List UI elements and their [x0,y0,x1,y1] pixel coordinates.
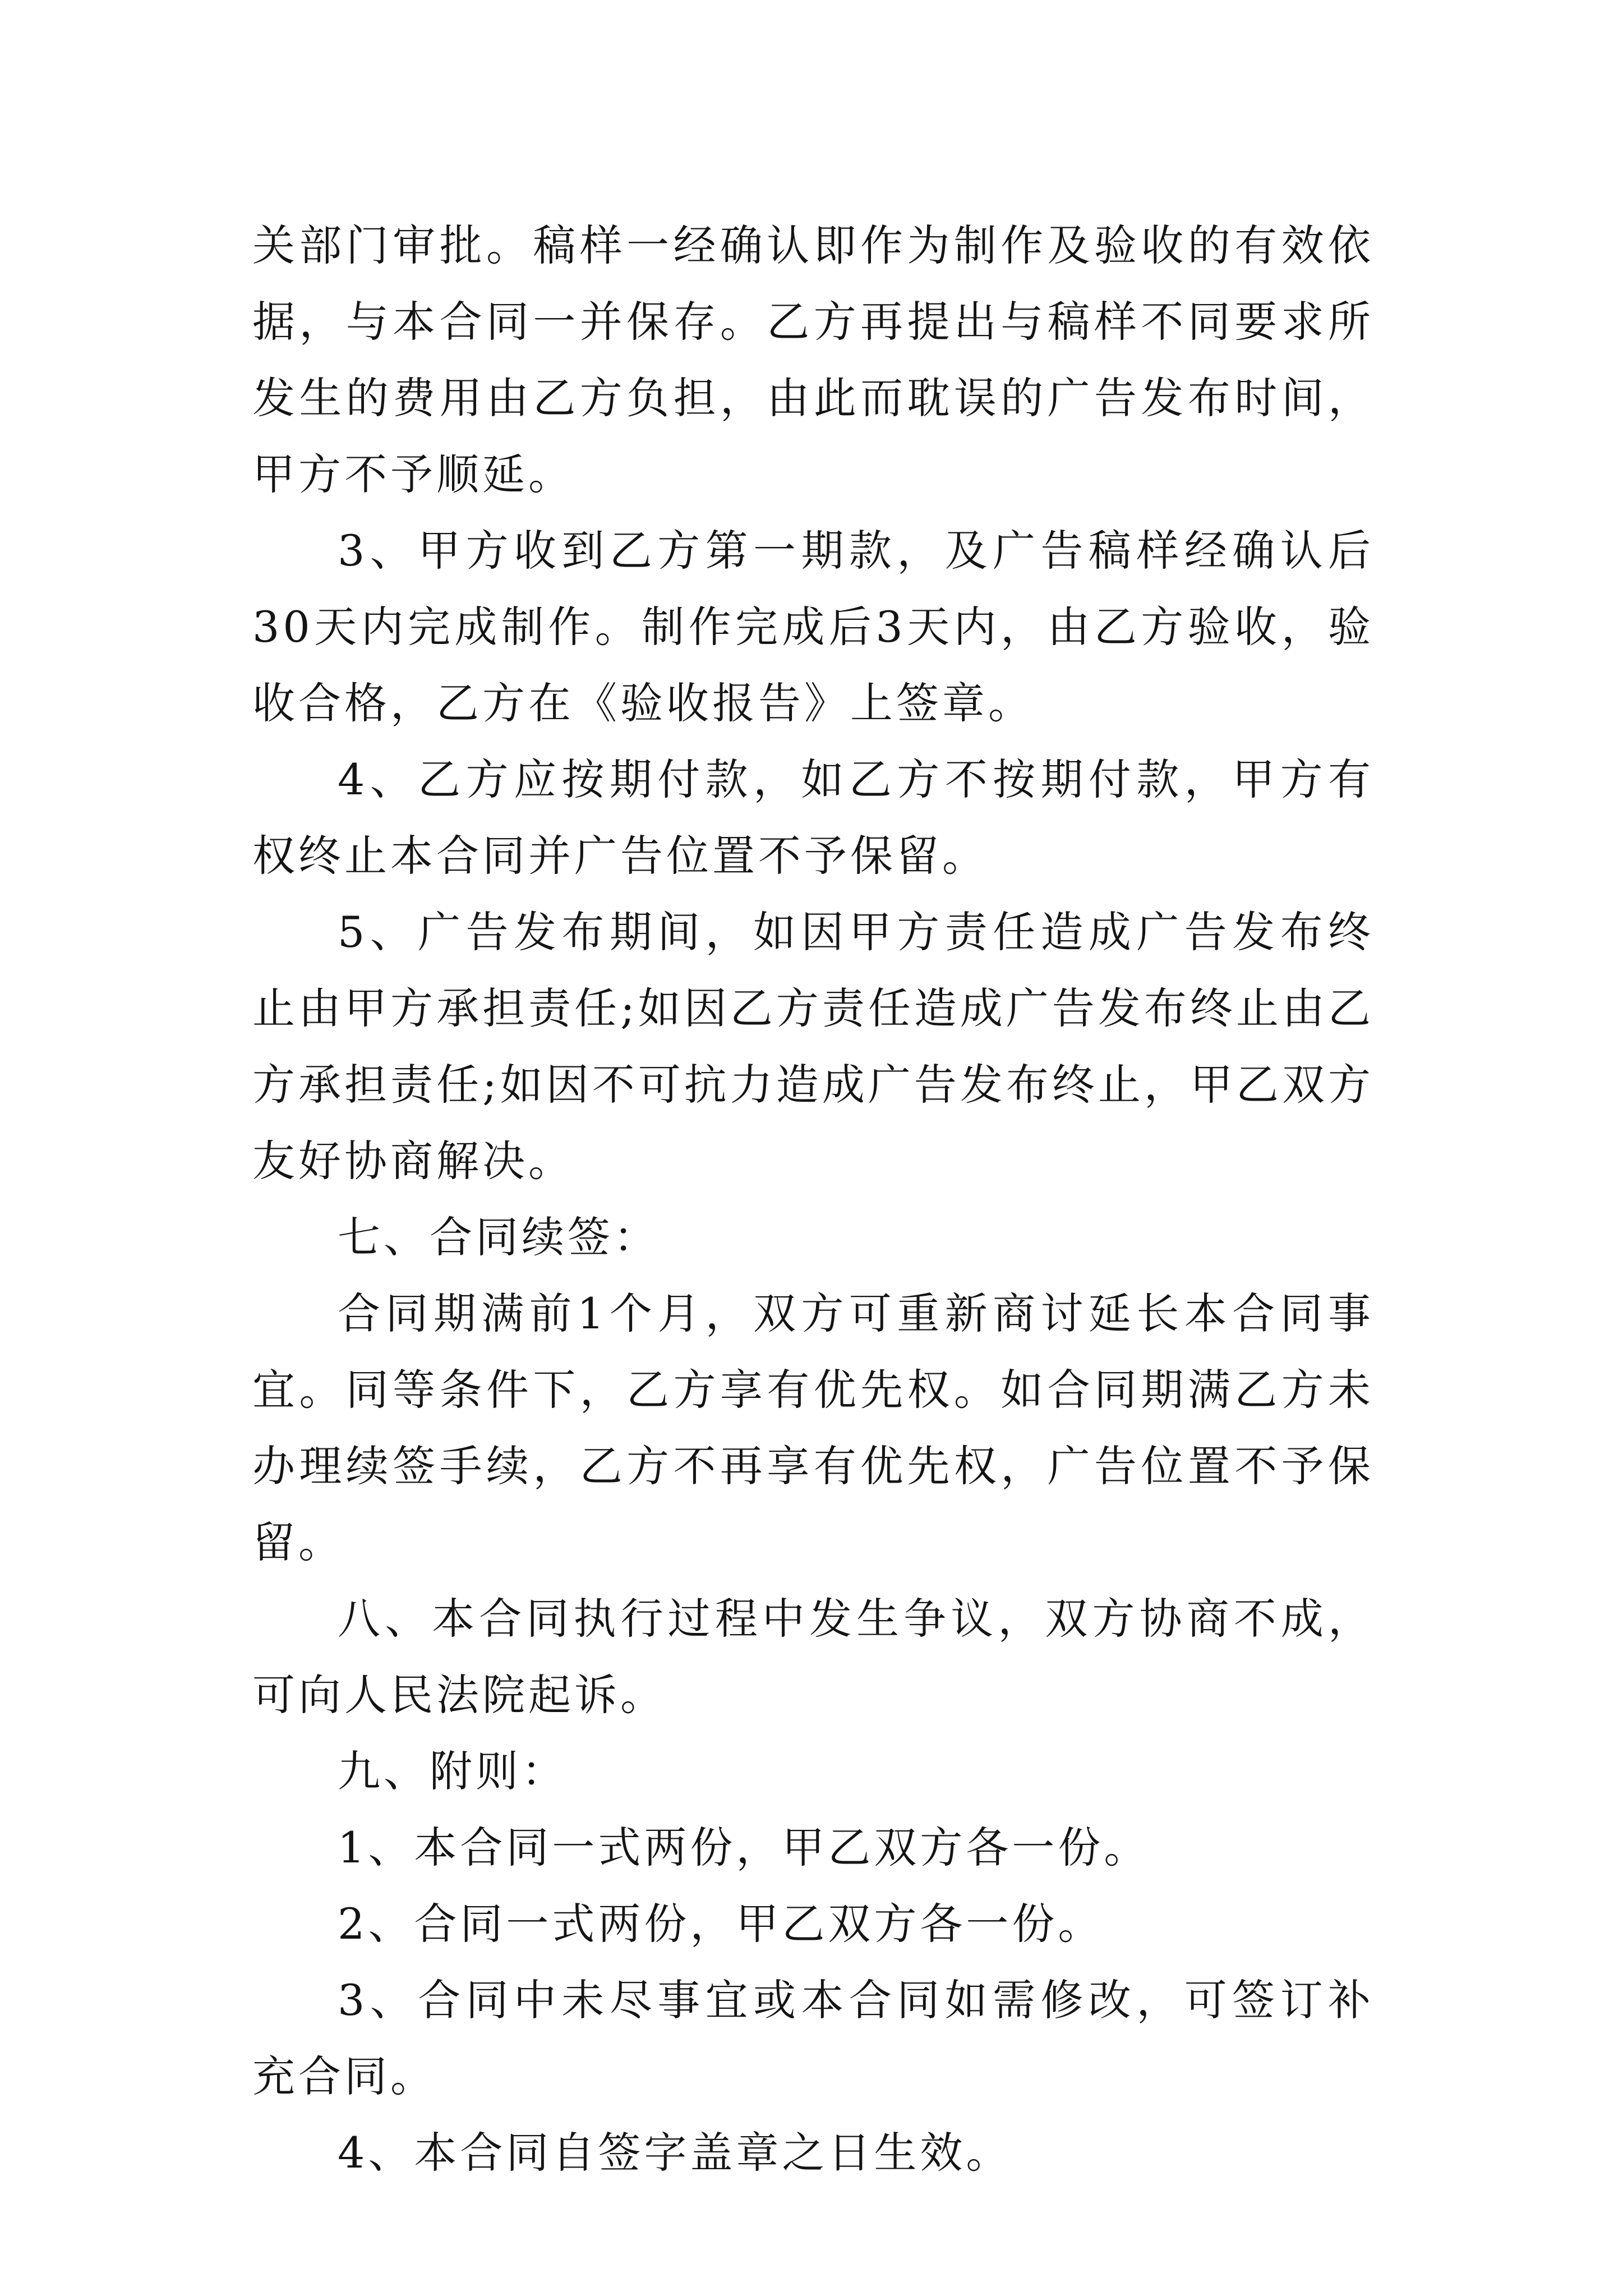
paragraph-annex-1: 1、本合同一式两份，甲乙双方各一份。 [338,1823,1150,1872]
heading-section-9: 九、附则： [338,1746,568,1796]
paragraph-clause-5: 5、广告发布期间，如因甲方责任造成广告发布终止由甲方承担责任;如因乙方责任造成广告发布终止由乙方承担责任;如因不可抗力造成广告发布终止，甲乙双方友好协商解决。 [252,907,1374,1186]
document-body [252,208,1374,2191]
heading-section-7: 七、合同续签： [338,1212,660,1262]
paragraph-annex-2: 2、合同一式两份，甲乙双方各一份。 [338,1899,1104,1949]
paragraph-annex-4: 4、本合同自签字盖章之日生效。 [338,2128,1012,2178]
paragraph-section-8: 八、本合同执行过程中发生争议，双方协商不成，可向人民法院起诉。 [252,1594,1374,1720]
paragraph-annex-3: 3、合同中未尽事宜或本合同如需修改，可签订补充合同。 [252,1975,1374,2101]
paragraph-approval: 关部门审批。稿样一经确认即作为制作及验收的有效依据，与本合同一并保存。乙方再提出与稿样不同要求所发生的费用由乙方负担，由此而耽误的广告发布时间，甲方不予顺延。 [252,220,1374,499]
paragraph-renewal: 合同期满前1个月，双方可重新商讨延长本合同事宜。同等条件下，乙方享有优先权。如合同期满乙方未办理续签手续，乙方不再享有优先权，广告位置不予保留。 [252,1289,1374,1567]
paragraph-clause-3: 3、甲方收到乙方第一期款，及广告稿样经确认后30天内完成制作。制作完成后3天内，由乙方验收，验收合格，乙方在《验收报告》上签章。 [252,526,1374,728]
paragraph-clause-4: 4、乙方应按期付款，如乙方不按期付款，甲方有权终止本合同并广告位置不予保留。 [252,754,1374,881]
